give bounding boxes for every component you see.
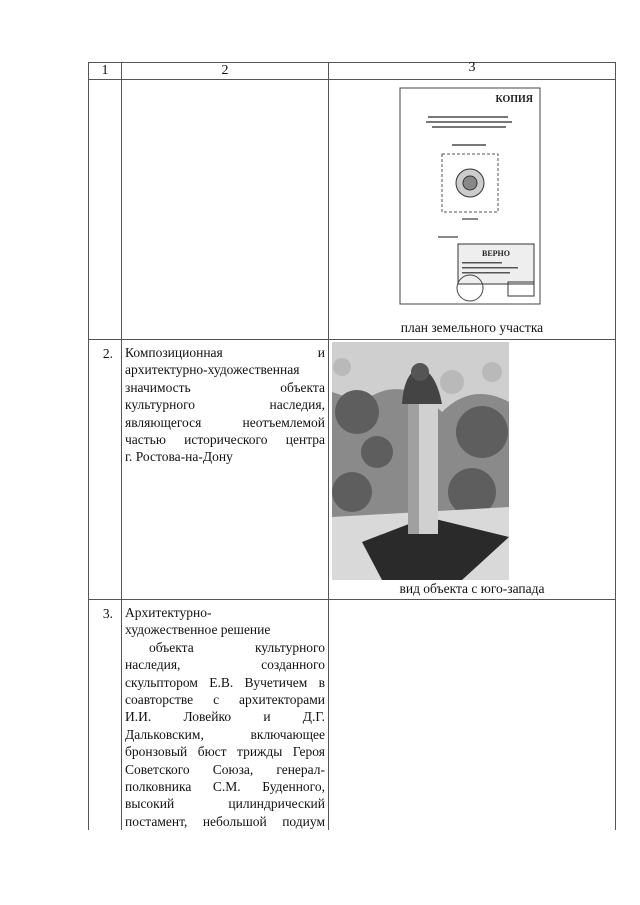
row-2-number: 2. — [102, 346, 113, 361]
monument-photo — [332, 342, 509, 580]
row-2-line: г. Ростова-на-Дону — [125, 449, 233, 465]
row-2-line: являющегося неотъемлемой — [125, 414, 325, 430]
copy-stamp-text: КОПИЯ — [495, 94, 533, 105]
row-3-description — [125, 604, 325, 830]
table-divider-col1 — [121, 62, 122, 830]
row-3-line: высокий цилиндрический — [125, 796, 325, 812]
row-3-line: художественное решение — [125, 622, 271, 638]
row-3-number: 3. — [102, 606, 113, 621]
row1-bottom — [88, 339, 616, 340]
row-3-line: объекта культурного — [149, 639, 325, 655]
row-2-line: архитектурно-художественная — [125, 362, 300, 378]
row-3-line: постамент, небольшой подиум — [125, 813, 325, 829]
row-3-line: И.И. Ловейко и Д.Г. — [125, 709, 325, 725]
row-3-line: Дальковским, включающее — [125, 726, 325, 742]
header-row-bottom — [88, 79, 616, 80]
column-header-3: 3 — [468, 60, 476, 75]
row-2-line: Композиционная и — [125, 345, 325, 360]
table-border-right — [615, 62, 616, 830]
row2-bottom — [88, 599, 616, 600]
row-2-line: значимость объекта — [125, 379, 325, 395]
row-3-line: Архитектурно- — [125, 605, 212, 620]
land-plot-plan-caption: план земельного участка — [400, 320, 544, 335]
row-2-description — [125, 344, 325, 466]
row-3-line: скульптором Е.В. Вучетичем в — [125, 674, 325, 690]
verified-stamp-text: ВЕРНО — [481, 249, 511, 258]
row-2-line: частью исторического центра — [125, 432, 325, 448]
column-header-1: 1 — [101, 63, 109, 78]
table-border-left — [88, 62, 89, 830]
row-3-line: бронзовый бюст трижды Героя — [125, 744, 325, 760]
row-3-line: полковника С.М. Буденного, — [125, 779, 325, 795]
table-divider-col2 — [328, 62, 329, 830]
land-plot-plan-image — [398, 86, 544, 306]
row-2-line: культурного наследия, — [125, 397, 325, 413]
row-3-line: наследия, созданного — [125, 657, 325, 673]
row-3-line: соавторстве с архитекторами — [125, 692, 325, 708]
row-3-line: Советского Союза, генерал- — [125, 761, 325, 777]
column-header-2: 2 — [221, 63, 229, 78]
monument-photo-caption: вид объекта с юго-запада — [399, 581, 545, 596]
